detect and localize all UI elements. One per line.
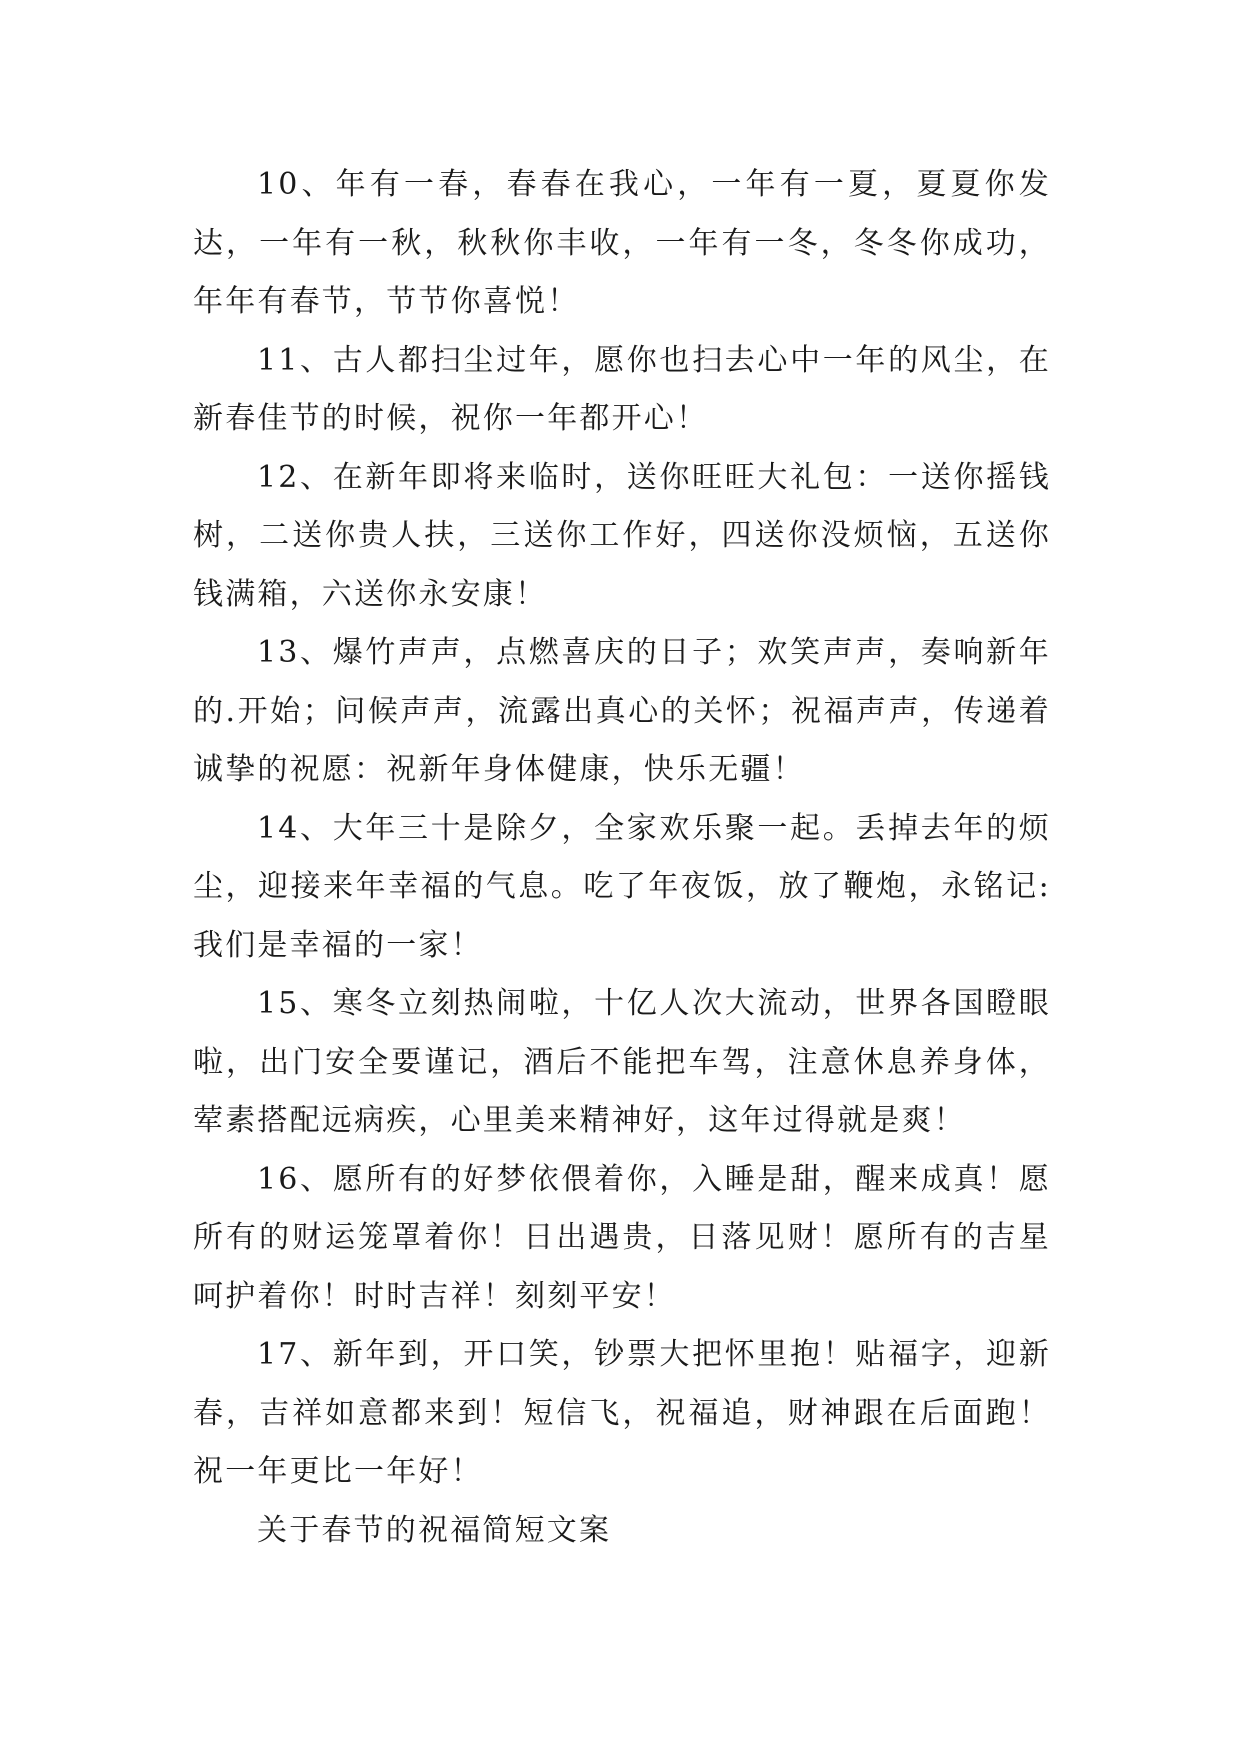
paragraph-16: 16、愿所有的好梦依偎着你，入睡是甜，醒来成真！愿所有的财运笼罩着你！日出遇贵，日落见财！愿所有的吉星呵护着你！时时吉祥！刻刻平安！ (193, 1161, 1051, 1314)
paragraph-10: 10、年有一春，春春在我心，一年有一夏，夏夏你发达，一年有一秋，秋秋你丰收，一年有一冬，冬冬你成功，年年有春节，节节你喜悦！ (193, 167, 1051, 319)
document-body (193, 156, 1051, 1560)
paragraph-11: 11、古人都扫尘过年，愿你也扫去心中一年的风尘，在新春佳节的时候，祝你一年都开心！ (193, 342, 1051, 436)
paragraph-14: 14、大年三十是除夕，全家欢乐聚一起。丢掉去年的烦尘，迎接来年幸福的气息。吃了年夜饭，放了鞭炮，永铭记:我们是幸福的一家！ (193, 810, 1051, 963)
paragraph-15: 15、寒冬立刻热闹啦，十亿人次大流动，世界各国瞪眼啦，出门安全要谨记，酒后不能把车驾，注意休息养身体，荤素搭配远病疾，心里美来精神好，这年过得就是爽！ (193, 986, 1051, 1138)
paragraph-17: 17、新年到，开口笑，钞票大把怀里抱！贴福字，迎新春，吉祥如意都来到！短信飞，祝福追，财神跟在后面跑！祝一年更比一年好！ (193, 1337, 1051, 1489)
section-heading: 关于春节的祝福简短文案 (257, 1512, 612, 1548)
paragraph-13: 13、爆竹声声，点燃喜庆的日子；欢笑声声，奏响新年的.开始；问候声声，流露出真心的关怀；祝福声声，传递着诚挚的祝愿：祝新年身体健康，快乐无疆！ (193, 635, 1051, 787)
paragraph-12: 12、在新年即将来临时，送你旺旺大礼包：一送你摇钱树，二送你贵人扶，三送你工作好，四送你没烦恼，五送你钱满箱，六送你永安康！ (193, 459, 1051, 612)
